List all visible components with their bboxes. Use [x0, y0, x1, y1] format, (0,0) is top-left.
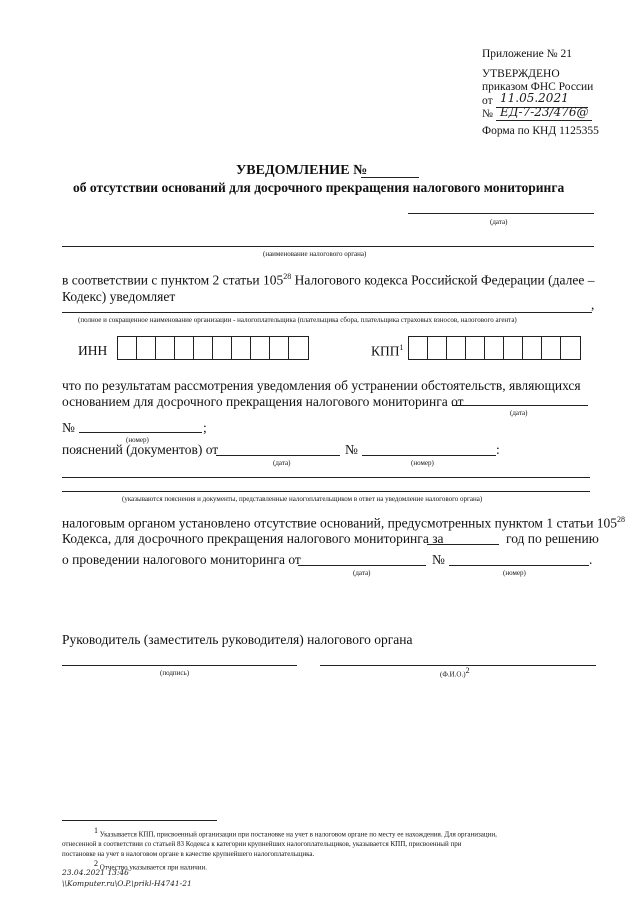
date-caption-3: (дата) [273, 459, 291, 467]
stamp-date: 23.04.2021 13:46 [62, 868, 129, 877]
order-date-label: от [482, 95, 493, 107]
fio-caption: $(Ф.И.О.)^2$ [440, 666, 470, 679]
date-caption-4: (дата) [353, 569, 371, 577]
paragraph-4-line-2-end: год по решению [506, 531, 599, 546]
number-sign: № [62, 420, 75, 435]
documents-date-label: пояснений (документов) от [62, 442, 219, 457]
paragraph-4-line-3: о проведении налогового мониторинга от [62, 552, 301, 567]
organization-caption: (полное и сокращенное наименование организации - налогоплательщика (плательщика сбора, плательщика страховых взносов, налогового агента) [78, 316, 517, 324]
order-number-value: ЕД-7-23/476@ [500, 105, 589, 119]
tax-authority-caption: (наименование налогового органа) [263, 250, 367, 258]
inn-label: ИНН [78, 343, 108, 358]
head-title: Руководитель (заместитель руководителя) налогового органа [62, 632, 413, 647]
colon: : [496, 442, 500, 457]
form-code: Форма по КНД 1125355 [482, 125, 599, 137]
documents-caption: (указываются пояснения и документы, представленные налогоплательщиком в ответ на уведомление налогового органа) [122, 495, 483, 503]
number-caption-2: (номер) [411, 459, 434, 467]
order-date-value: 11.05.2021 [500, 91, 569, 105]
document-title: УВЕДОМЛЕНИЕ № [236, 163, 368, 178]
order-label: приказом ФНС России [482, 81, 594, 93]
period: . [589, 552, 593, 567]
footnote-1: $^1$ Указывается КПП, присвоенный организации при постановке на учет в налоговом органе по месту ее нахождения. Для организации, отнесенной в соответствии со статьей 83 Кодекса к категории крупнейших налогоплательщиков, указывается КПП, присвоенный при постановке на учет в налоговом органе в качестве крупнейшего налогоплательщика. $^2$ Отчество указывается при наличии. [62, 826, 497, 872]
paragraph-4-line-1: налоговым органом установлено отсутствие оснований, предусмотренных пунктом 1 статьи $105^{28}$ [62, 515, 626, 531]
kpp-label: КПП$^1$ [371, 343, 404, 359]
kpp-boxes[interactable] [408, 336, 581, 360]
decision-number-sign: № [432, 552, 445, 567]
paragraph-2-line-2: основанием для досрочного прекращения налогового мониторинга от [62, 394, 464, 409]
number-caption-3: (номер) [503, 569, 526, 577]
inn-boxes[interactable] [117, 336, 309, 360]
date-caption-2: (дата) [510, 409, 528, 417]
semicolon: ; [203, 420, 207, 435]
paragraph-4-line-2: Кодекса, для досрочного прекращения налогового мониторинга за [62, 531, 444, 546]
stamp-path: \\Komputer.ru\O.P.\prikl-H4741-21 [62, 879, 192, 888]
document-subtitle: об отсутствии оснований для досрочного прекращения налогового мониторинга [73, 180, 565, 195]
number-caption: (номер) [126, 436, 149, 444]
signature-caption: (подпись) [160, 669, 190, 677]
documents-number-sign: № [345, 442, 358, 457]
appendix-number: Приложение № 21 [482, 48, 572, 60]
organization-comma: , [591, 297, 595, 312]
date-caption: (дата) [490, 218, 508, 226]
order-number-label: № [482, 108, 493, 120]
paragraph-2-line-1: что по результатам рассмотрения уведомления об устранении обстоятельств, являющихся [62, 378, 581, 393]
approved-label: УТВЕРЖДЕНО [482, 68, 560, 80]
paragraph-1-line-2: Кодекс) уведомляет [62, 289, 176, 304]
paragraph-1-line-1: в соответствии с пунктом 2 статьи $105^{28}$ Налогового кодекса Российской Федерации (далее – [62, 272, 595, 288]
